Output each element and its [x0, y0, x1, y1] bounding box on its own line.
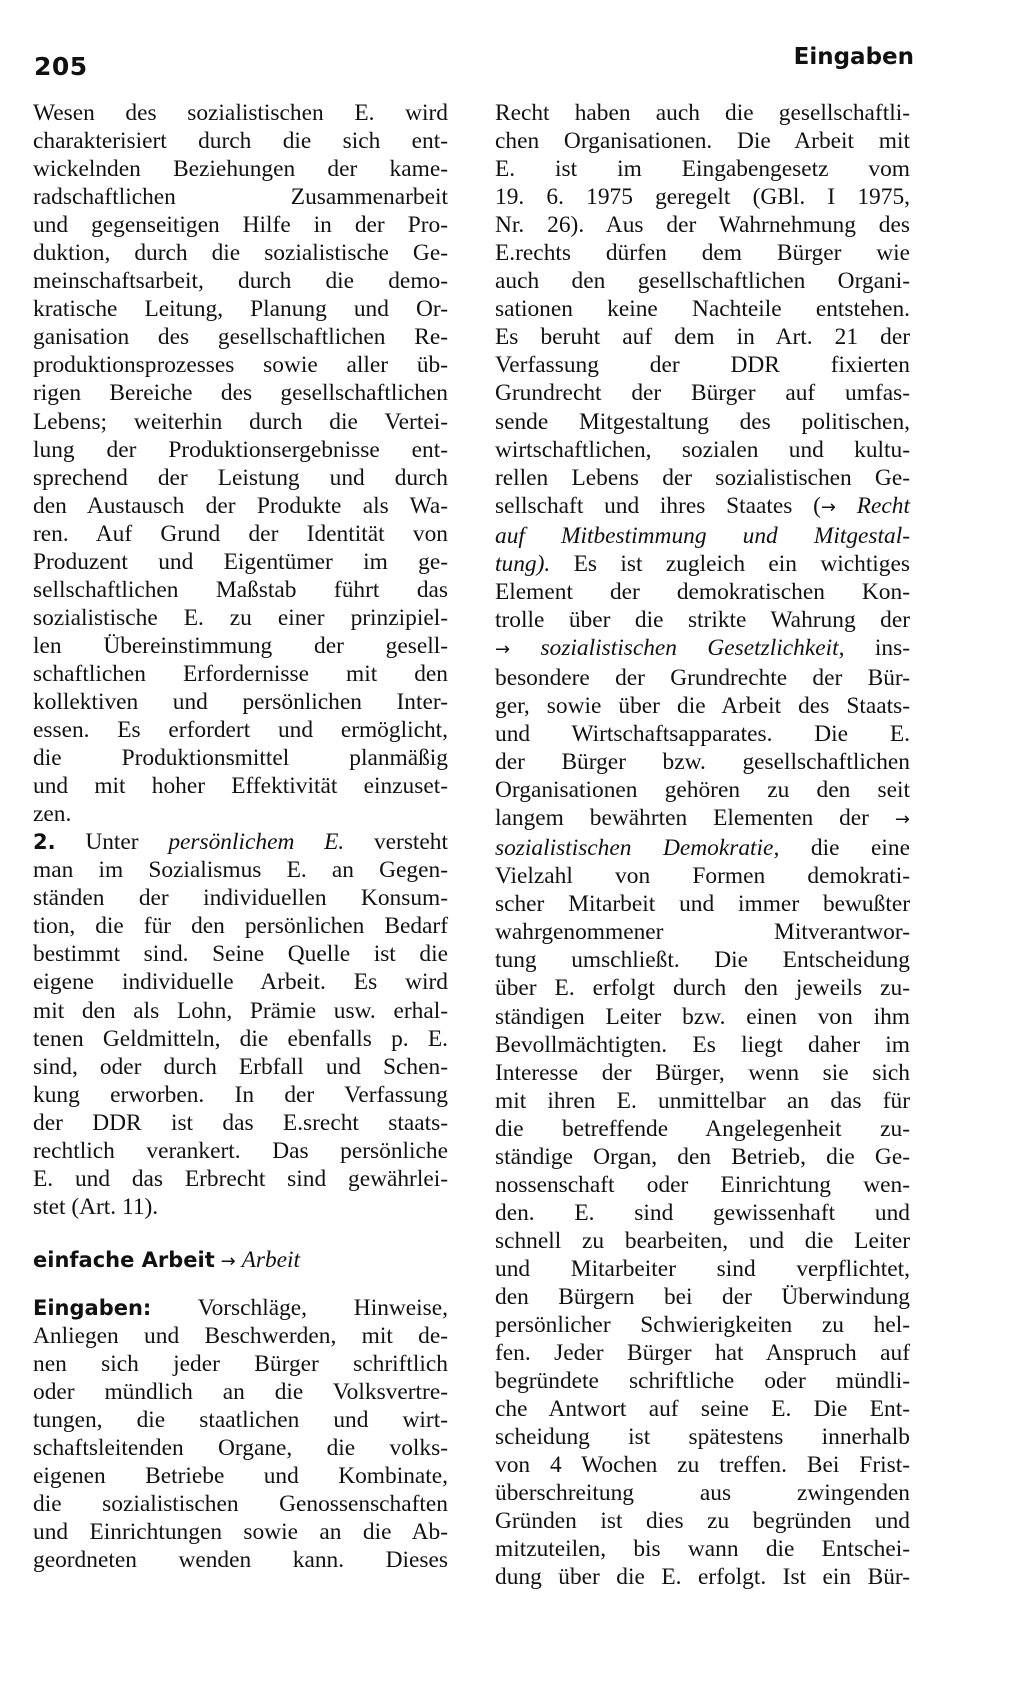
text-span: die eine	[810, 835, 910, 862]
entry-eingaben	[33, 1294, 448, 1574]
cross-reference-arrow-icon: →	[894, 809, 910, 831]
text-line: trolle über die strikte Wahrung der	[495, 606, 910, 633]
text-line: Gründen ist dies zu begründen und	[495, 1508, 910, 1535]
text-line: E. und das Erbrecht sind gewährlei-	[33, 1165, 448, 1192]
text-span: Unter	[85, 829, 139, 856]
text-line: Verfassung der DDR fixierten	[495, 352, 910, 379]
text-line: der DDR ist das E.srecht staats-	[33, 1109, 448, 1136]
text-span: Es ist zugleich ein wichtiges	[573, 550, 910, 577]
text-line: stet (Art. 11).	[33, 1193, 159, 1220]
text-line: sozialistische E. zu einer prinzipiel-	[33, 604, 448, 631]
cross-reference-link[interactable]: Arbeit	[241, 1246, 301, 1273]
text-line: Grundrecht der Bürger auf umfas-	[495, 380, 910, 407]
text-line: tenen Geldmitteln, die ebenfalls p. E.	[33, 1025, 448, 1052]
section-number: 2.	[33, 830, 56, 855]
text-line: essen. Es erfordert und ermöglicht,	[33, 717, 448, 744]
text-line: Interesse der Bürger, wenn sie sich	[495, 1059, 910, 1086]
text-line: begründete schriftliche oder mündli-	[495, 1368, 910, 1395]
text-line	[495, 834, 910, 862]
text-line: tungen, die staatlichen und wirt-	[33, 1407, 448, 1434]
text-line: sprechend der Leistung und durch	[33, 464, 448, 491]
text-line	[495, 804, 910, 834]
text-line: persönlicher Schwierigkeiten zu hel-	[495, 1312, 910, 1339]
text-line: sende Mitgestaltung des politischen,	[495, 408, 910, 435]
text-line: rechtlich verankert. Das persönliche	[33, 1137, 448, 1164]
spacer	[33, 1221, 448, 1246]
text-line: die sozialistischen Genossenschaften	[33, 1491, 448, 1518]
text-line: eigene individuelle Arbeit. Es wird	[33, 969, 448, 996]
text-line: wickelnden Beziehungen der kame-	[33, 156, 448, 183]
text-line: zen.	[33, 801, 72, 828]
text-line: nen sich jeder Bürger schriftlich	[33, 1351, 448, 1378]
text-line: von 4 Wochen zu treffen. Bei Frist-	[495, 1452, 910, 1479]
text-line: Anliegen und Beschwerden, mit de-	[33, 1322, 448, 1349]
text-line: schaftlichen Erfordernisse mit den	[33, 660, 448, 687]
cross-reference-link[interactable]: auf Mitbestimmung und Mitgestal-	[495, 522, 910, 549]
paragraph-eingaben-continued	[495, 99, 910, 1591]
text-line: die betreffende Angelegenheit zu-	[495, 1115, 910, 1142]
text-line: Es beruht auf dem in Art. 21 der	[495, 324, 910, 351]
text-line: mit ihren E. unmittelbar an das für	[495, 1087, 910, 1114]
text-line: man im Sozialismus E. an Gegen-	[33, 857, 448, 884]
defined-term: persönlichem E.	[168, 829, 345, 856]
text-line: che Antwort auf seine E. Die Ent-	[495, 1396, 910, 1423]
text-span: versteht	[373, 829, 448, 856]
text-line: über E. erfolgt durch den jeweils zu-	[495, 975, 910, 1002]
text-line: E. ist im Eingabengesetz vom	[495, 156, 910, 183]
text-line: len Übereinstimmung der gesell-	[33, 632, 448, 659]
text-line: sellschaftlichen Maßstab führt das	[33, 576, 448, 603]
text-line: Nr. 26). Aus der Wahrnehmung des	[495, 212, 910, 239]
text-line: kratische Leitung, Planung und Or-	[33, 296, 448, 323]
text-line	[33, 828, 448, 856]
text-line: geordneten wenden kann. Dieses	[33, 1547, 448, 1574]
text-line: Bevollmächtigten. Es liegt daher im	[495, 1031, 910, 1058]
text-line: sationen keine Nachteile entstehen.	[495, 296, 910, 323]
text-line: Wesen des sozialistischen E. wird	[33, 100, 448, 126]
text-line: ren. Auf Grund der Identität von	[33, 520, 448, 547]
text-line: oder mündlich an die Volksvertre-	[33, 1379, 448, 1406]
text-line: und Wirtschaftsapparates. Die E.	[495, 721, 910, 748]
text-line: Recht haben auch die gesellschaftli-	[495, 100, 910, 126]
cross-reference-link[interactable]: Recht	[856, 492, 910, 519]
running-head: Eingaben	[793, 44, 914, 70]
text-line: der Bürger bzw. gesellschaftlichen	[495, 749, 910, 776]
text-line	[495, 550, 910, 578]
text-line: chen Organisationen. Die Arbeit mit	[495, 128, 910, 155]
text-line: 19. 6. 1975 geregelt (GBl. I 1975,	[495, 184, 910, 211]
text-span: sellschaft und ihres Staates (	[495, 492, 821, 519]
entry-einfache-arbeit	[33, 1246, 448, 1276]
text-line: überschreitung aus zwingenden	[495, 1480, 910, 1507]
text-span: ins-	[874, 634, 910, 661]
text-line: Produzent und Eigentümer im ge-	[33, 548, 448, 575]
text-line: eigenen Betriebe und Kombinate,	[33, 1463, 448, 1490]
text-line	[33, 1246, 448, 1276]
text-line	[495, 492, 910, 522]
text-line: ständen der individuellen Konsum-	[33, 885, 448, 912]
text-line: den. E. sind gewissenhaft und	[495, 1199, 910, 1226]
text-line: und mit hoher Effektivität einzuset-	[33, 773, 448, 800]
text-line: mit den als Lohn, Prämie usw. erhal-	[33, 997, 448, 1024]
text-line: den Austausch der Produkte als Wa-	[33, 492, 448, 519]
text-line: ger, sowie über die Arbeit des Staats-	[495, 692, 910, 719]
text-span: Vorschläge, Hinweise,	[197, 1294, 448, 1321]
text-line: dung über die E. erfolgt. Ist ein Bür-	[495, 1564, 910, 1591]
text-line: und Mitarbeiter sind verpflichtet,	[495, 1255, 910, 1282]
text-line: rigen Bereiche des gesellschaftlichen	[33, 380, 448, 407]
text-line: die Produktionsmittel planmäßig	[33, 745, 448, 772]
paragraph-wesen	[33, 99, 448, 828]
cross-reference-arrow-icon: →	[495, 638, 511, 660]
cross-reference-link[interactable]: sozialistischen Demokratie,	[495, 835, 780, 862]
page-number: 205	[34, 52, 88, 81]
spacer	[33, 1276, 448, 1294]
text-line	[495, 634, 910, 664]
cross-reference-link[interactable]: sozialistischen Gesetzlichkeit,	[540, 634, 845, 661]
text-line: und Einrichtungen sowie an die Ab-	[33, 1519, 448, 1546]
text-line: besondere der Grundrechte der Bür-	[495, 664, 910, 691]
text-line: ständigen Leiter bzw. einen von ihm	[495, 1003, 910, 1030]
text-line: schaftsleitenden Organe, die volks-	[33, 1435, 448, 1462]
text-line: Organisationen gehören zu den seit	[495, 777, 910, 804]
text-line: kollektiven und persönlichen Inter-	[33, 688, 448, 715]
text-line: rellen Lebens der sozialistischen Ge-	[495, 464, 910, 491]
text-line: ganisation des gesellschaftlichen Re-	[33, 324, 448, 351]
text-line: Lebens; weiterhin durch die Vertei-	[33, 408, 448, 435]
text-span: langem bewährten Elementen der	[495, 805, 869, 832]
text-line: mitzuteilen, bis wann die Entschei-	[495, 1536, 910, 1563]
cross-reference-link[interactable]: tung).	[495, 550, 551, 577]
text-line: radschaftlichen Zusammenarbeit	[33, 184, 448, 211]
right-column	[495, 99, 910, 1591]
text-line: tion, die für den persönlichen Bedarf	[33, 913, 448, 940]
text-line: den Bürgern bei der Überwindung	[495, 1283, 910, 1310]
paragraph-persoenliches-eigentum	[33, 828, 448, 1221]
text-line: und gegenseitigen Hilfe in der Pro-	[33, 212, 448, 239]
text-line: bestimmt sind. Seine Quelle ist die	[33, 941, 448, 968]
text-line: E.rechts dürfen dem Bürger wie	[495, 240, 910, 267]
text-line: sind, oder durch Erbfall und Schen-	[33, 1053, 448, 1080]
cross-reference-arrow-icon: →	[220, 1250, 236, 1272]
cross-reference-arrow-icon: →	[820, 496, 836, 518]
text-line: produktionsprozesses sowie aller üb-	[33, 352, 448, 379]
text-line: kung erworben. In der Verfassung	[33, 1081, 448, 1108]
text-line: lung der Produktionsergebnisse ent-	[33, 436, 448, 463]
text-line: duktion, durch die sozialistische Ge-	[33, 240, 448, 267]
text-line: meinschaftsarbeit, durch die demo-	[33, 268, 448, 295]
left-column	[33, 99, 448, 1574]
text-line: scheidung ist spätestens innerhalb	[495, 1424, 910, 1451]
entry-headword: Eingaben:	[33, 1295, 152, 1320]
text-line: Vielzahl von Formen demokrati-	[495, 863, 910, 890]
text-line: auch den gesellschaftlichen Organi-	[495, 268, 910, 295]
text-line: ständige Organ, den Betrieb, die Ge-	[495, 1143, 910, 1170]
text-line: wirtschaftlichen, sozialen und kultu-	[495, 436, 910, 463]
text-line: wahrgenommener Mitverantwor-	[495, 919, 910, 946]
text-line: nossenschaft oder Einrichtung wen-	[495, 1171, 910, 1198]
text-line: fen. Jeder Bürger hat Anspruch auf	[495, 1340, 910, 1367]
text-line: scher Mitarbeit und immer bewußter	[495, 891, 910, 918]
entry-headword: einfache Arbeit	[33, 1247, 215, 1272]
text-line: Element der demokratischen Kon-	[495, 578, 910, 605]
text-line: charakterisiert durch die sich ent-	[33, 128, 448, 155]
text-line	[33, 1294, 448, 1322]
text-line: tung umschließt. Die Entscheidung	[495, 947, 910, 974]
text-line: schnell zu bearbeiten, und die Leiter	[495, 1227, 910, 1254]
